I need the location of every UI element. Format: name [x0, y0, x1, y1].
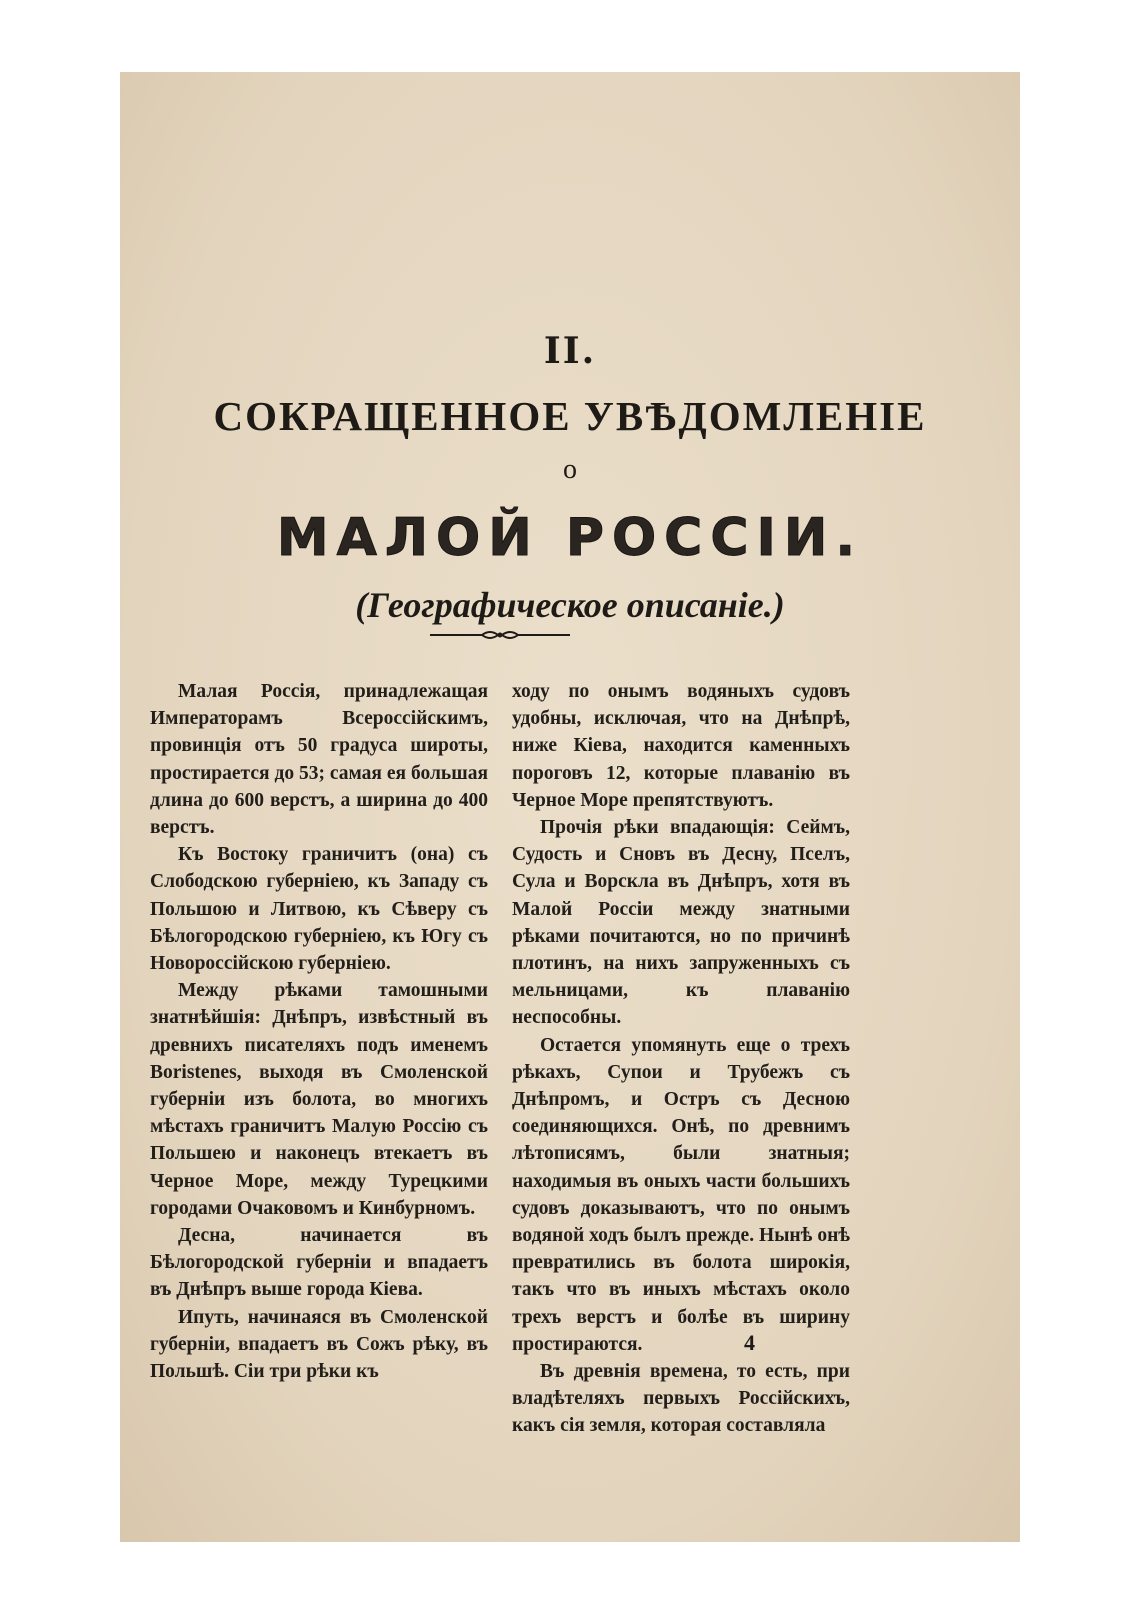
paragraph: Ипуть, начинаяся въ Смоленской губерніи, впадаетъ въ Сожъ рѣку, въ Польшѣ. Сіи три рѣки къ — [150, 1306, 488, 1383]
article-title: СОКРАЩЕННОЕ УВѢДОМЛЕНІЕ — [213, 393, 927, 439]
article-subject: МАЛОЙ РОССІИ. — [276, 508, 864, 568]
title-preposition: о — [563, 454, 577, 485]
paragraph: Прочія рѣки впадающія: Сеймъ, Судость и Сновъ въ Десну, Пселъ, Сула и Ворскла въ Днѣпръ, хотя въ Малой Россіи между знатными рѣками почитаются, но по причинѣ плотинъ, на нихъ запруженныхъ съ мельницами, къ плаванію неспособны. — [512, 817, 850, 1029]
article-subtitle: (Географическое описаніе.) — [355, 585, 785, 625]
paragraph: Малая Россія, принадлежащая Императорамъ Всероссійскимъ, провинція отъ 50 градуса широты, простирается до 53; самая ея большая длина до 600 верстъ, а ширина до 400 верстъ. — [150, 681, 488, 839]
paragraph: Къ Востоку граничитъ (она) съ Слободскою губерніею, къ Западу съ Польшою и Литвою, къ Сѣверу съ Бѣлогородскою губерніею, къ Югу съ Новороссійскою губерніею. — [150, 844, 488, 975]
section-numeral: II. — [543, 330, 597, 372]
paragraph: ходу по онымъ водяныхъ судовъ удобны, исключая, что на Днѣпрѣ, ниже Кіева, находится каменныхъ пороговъ 12, которые плаванію въ Черное Море препятствуютъ. — [512, 681, 850, 811]
text-column-right — [512, 678, 850, 1440]
paragraph: Десна, начинается въ Бѣлогородской губерніи и впадаетъ въ Днѣпръ выше города Кіева. — [150, 1225, 488, 1301]
paragraph: Между рѣками тамошными знатнѣйшія: Днѣпръ, извѣстный въ древнихъ писателяхъ подъ именемъ Boristenes, выходя въ Смоленской губерніи изъ болота, во многихъ мѣстахъ граничитъ Малую Россію съ Польшею и наконецъ втекаетъ въ Черное Море, между Турецкими городами Очаковомъ и Кинбурномъ. — [150, 980, 488, 1219]
book-page — [120, 72, 1020, 1542]
page-number: 4 — [744, 1330, 755, 1355]
text-column-left — [150, 678, 488, 1385]
show-through-text — [154, 184, 984, 314]
divider-ornament-icon — [430, 628, 570, 642]
paragraph: Остается упомянуть еще о трехъ рѣкахъ, Супои и Трубежъ съ Днѣпромъ, и Остръ съ Десною соединяющихся. Онѣ, по древнимъ лѣтописямъ, были знатныя; находимыя въ оныхъ части большихъ судовъ доказываютъ, что по онымъ водяной ходъ былъ прежде. Нынѣ онѣ превратились въ болота широкія, такъ что въ иныхъ мѣстахъ около трехъ верстъ и болѣе въ ширину простираются. — [512, 1034, 850, 1355]
paragraph: Въ древнія времена, то есть, при владѣтеляхъ первыхъ Россійскихъ, какъ сія земля, которая составляла — [512, 1361, 850, 1437]
